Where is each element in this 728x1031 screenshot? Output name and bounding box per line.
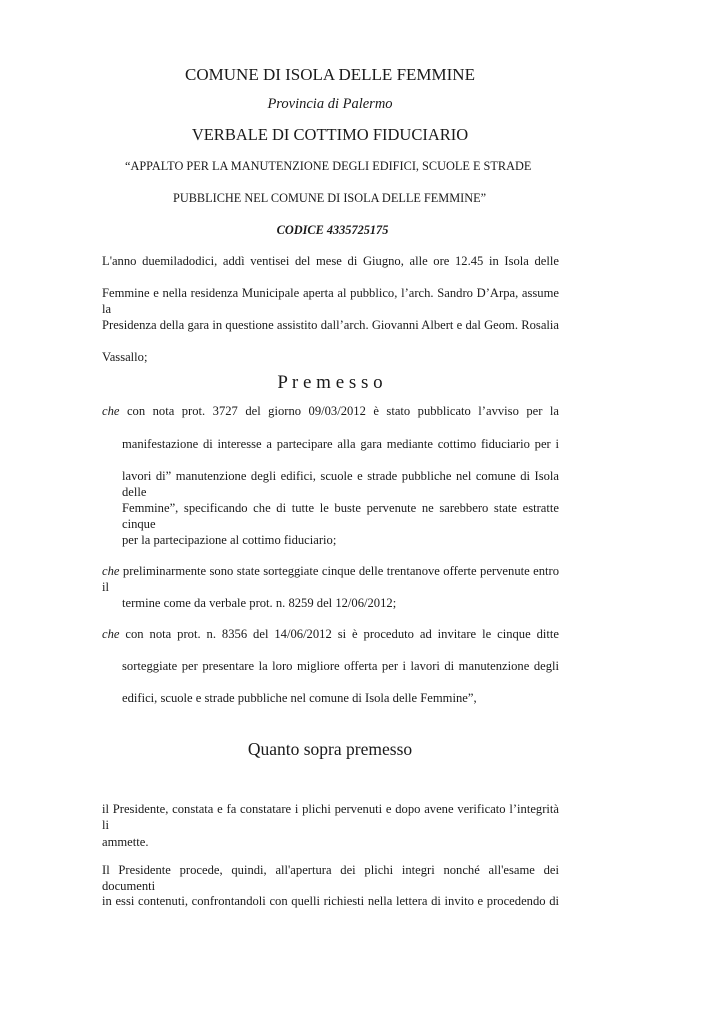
quanto-line-4: in essi contenuti, confrontandoli con quelli richiesti nella lettera di invito e procedendo di [102,894,559,908]
municipality-title: COMUNE DI ISOLA DELLE FEMMINE [185,65,475,84]
quanto-heading: Quanto sopra premesso [247,739,413,759]
premesso-item-1-line-5: per la partecipazione al cottimo fiduciario; [122,533,337,547]
premesso-item-2-text: preliminarmente sono state sorteggiate cinque delle trentanove offerte pervenute entro il [102,564,559,594]
premesso-item-1-line-4: Femmine”, specificando che di tutte le buste pervenute ne sarebbero state estratte cinque [122,501,559,531]
quanto-line-2: ammette. [102,835,149,849]
subject-line-2: PUBBLICHE NEL COMUNE DI ISOLA DELLE FEMMINE” [173,191,487,205]
premesso-heading: P r e m e s s o [277,372,383,393]
intro-line-2: Femmine e nella residenza Municipale aperta al pubblico, l’arch. Sandro D’Arpa, assume la [102,286,559,316]
premesso-item-3-first-line [102,626,559,642]
quanto-line-1: il Presidente, constata e fa constatare i plichi pervenuti e dopo avene verificato l’integrità li [102,802,559,832]
premesso-item-1-line-3: lavori di” manutenzione degli edifici, scuole e strade pubbliche nel comune di Isola delle [122,469,559,499]
intro-line-1: L'anno duemiladodici, addì ventisei del mese di Giugno, alle ore 12.45 in Isola delle [102,254,559,268]
intro-line-3: Presidenza della gara in questione assistito dall’arch. Giovanni Albert e dal Geom. Rosalia [102,318,559,332]
premesso-item-2-first-line [102,563,559,594]
premesso-item-1-text: con nota prot. 3727 del giorno 09/03/2012 è stato pubblicato l’avviso per la [119,404,559,418]
tender-code: CODICE 4335725175 [276,223,389,237]
che-marker: che [102,564,120,578]
premesso-item-3-line-3: edifici, scuole e strade pubbliche nel comune di Isola delle Femmine”, [122,691,477,705]
document-title: VERBALE DI COTTIMO FIDUCIARIO [191,125,469,144]
che-marker: che [102,627,120,641]
premesso-item-3-text: con nota prot. n. 8356 del 14/06/2012 si è proceduto ad invitare le cinque ditte [119,627,559,641]
quanto-line-3: Il Presidente procede, quindi, all'apertura dei plichi integri nonché all'esame dei documenti [102,863,559,893]
province-subtitle: Provincia di Palermo [267,96,393,112]
intro-line-4: Vassallo; [102,350,148,364]
premesso-item-1-first-line [102,403,559,419]
premesso-item-3-line-2: sorteggiate per presentare la loro migliore offerta per i lavori di manutenzione degli [122,659,559,673]
che-marker: che [102,404,120,418]
premesso-item-1-line-2: manifestazione di interesse a partecipare alla gara mediante cottimo fiduciario per i [122,437,559,451]
subject-line-1: “APPALTO PER LA MANUTENZIONE DEGLI EDIFICI, SCUOLE E STRADE [125,159,532,173]
premesso-item-2-line-2: termine come da verbale prot. n. 8259 del 12/06/2012; [122,596,397,610]
